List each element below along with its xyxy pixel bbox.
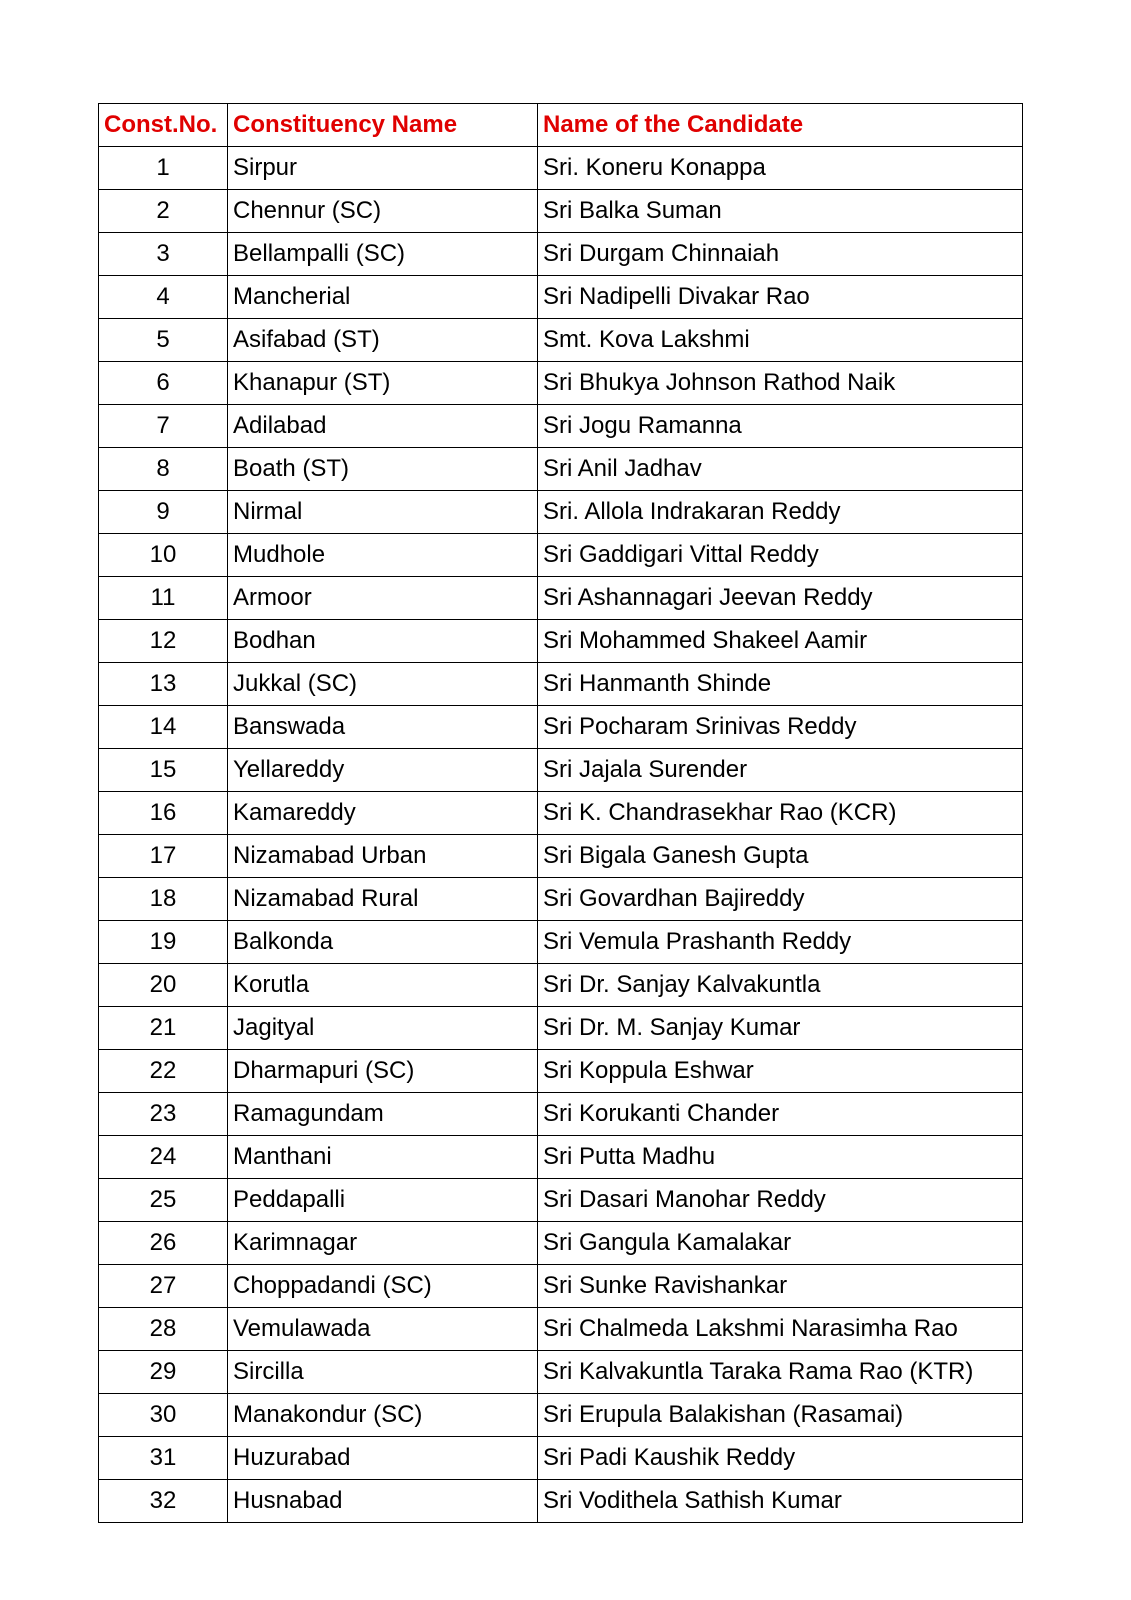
constituency-name-cell: Nizamabad Rural — [228, 878, 538, 921]
const-no-cell: 24 — [99, 1136, 228, 1179]
candidate-name-cell: Sri Dr. Sanjay Kalvakuntla — [538, 964, 1023, 1007]
constituency-name-cell: Kamareddy — [228, 792, 538, 835]
const-no-cell: 21 — [99, 1007, 228, 1050]
table-row — [99, 1050, 1023, 1093]
const-no-cell: 1 — [99, 147, 228, 190]
const-no-cell: 32 — [99, 1480, 228, 1523]
candidate-name-cell: Sri Korukanti Chander — [538, 1093, 1023, 1136]
const-no-cell: 23 — [99, 1093, 228, 1136]
candidate-name-cell: Sri K. Chandrasekhar Rao (KCR) — [538, 792, 1023, 835]
table-row — [99, 276, 1023, 319]
const-no-cell: 26 — [99, 1222, 228, 1265]
const-no-cell: 8 — [99, 448, 228, 491]
candidate-name-cell: Sri Erupula Balakishan (Rasamai) — [538, 1394, 1023, 1437]
table-row — [99, 749, 1023, 792]
candidate-name-cell: Sri Gaddigari Vittal Reddy — [538, 534, 1023, 577]
table-body — [99, 147, 1023, 1523]
constituency-name-cell: Choppadandi (SC) — [228, 1265, 538, 1308]
table-row — [99, 1007, 1023, 1050]
constituency-name-cell: Korutla — [228, 964, 538, 1007]
const-no-cell: 13 — [99, 663, 228, 706]
candidate-name-cell: Sri Padi Kaushik Reddy — [538, 1437, 1023, 1480]
table-row — [99, 1093, 1023, 1136]
const-no-cell: 7 — [99, 405, 228, 448]
table-row — [99, 405, 1023, 448]
header-const-no: Const.No. — [99, 104, 228, 147]
constituency-name-cell: Armoor — [228, 577, 538, 620]
const-no-cell: 11 — [99, 577, 228, 620]
const-no-cell: 14 — [99, 706, 228, 749]
constituency-name-cell: Manakondur (SC) — [228, 1394, 538, 1437]
const-no-cell: 6 — [99, 362, 228, 405]
candidate-name-cell: Sri Govardhan Bajireddy — [538, 878, 1023, 921]
table-row — [99, 577, 1023, 620]
candidate-name-cell: Sri Dr. M. Sanjay Kumar — [538, 1007, 1023, 1050]
table-row — [99, 1308, 1023, 1351]
candidate-name-cell: Sri Bhukya Johnson Rathod Naik — [538, 362, 1023, 405]
table-row — [99, 878, 1023, 921]
candidate-name-cell: Sri Koppula Eshwar — [538, 1050, 1023, 1093]
table-row — [99, 663, 1023, 706]
candidate-name-cell: Sri Ashannagari Jeevan Reddy — [538, 577, 1023, 620]
const-no-cell: 18 — [99, 878, 228, 921]
table-row — [99, 1136, 1023, 1179]
candidate-name-cell: Sri Kalvakuntla Taraka Rama Rao (KTR) — [538, 1351, 1023, 1394]
const-no-cell: 28 — [99, 1308, 228, 1351]
constituency-name-cell: Banswada — [228, 706, 538, 749]
table-row — [99, 448, 1023, 491]
constituency-name-cell: Karimnagar — [228, 1222, 538, 1265]
constituency-name-cell: Husnabad — [228, 1480, 538, 1523]
candidate-name-cell: Sri. Allola Indrakaran Reddy — [538, 491, 1023, 534]
table-row — [99, 1394, 1023, 1437]
table-row — [99, 362, 1023, 405]
constituency-name-cell: Sircilla — [228, 1351, 538, 1394]
constituency-name-cell: Yellareddy — [228, 749, 538, 792]
constituency-name-cell: Manthani — [228, 1136, 538, 1179]
candidate-name-cell: Sri Durgam Chinnaiah — [538, 233, 1023, 276]
candidate-name-cell: Sri Sunke Ravishankar — [538, 1265, 1023, 1308]
constituency-name-cell: Nizamabad Urban — [228, 835, 538, 878]
header-constituency-name: Constituency Name — [228, 104, 538, 147]
table-row — [99, 1222, 1023, 1265]
constituency-name-cell: Jukkal (SC) — [228, 663, 538, 706]
constituency-name-cell: Boath (ST) — [228, 448, 538, 491]
constituency-name-cell: Asifabad (ST) — [228, 319, 538, 362]
candidate-name-cell: Sri Bigala Ganesh Gupta — [538, 835, 1023, 878]
constituency-name-cell: Jagityal — [228, 1007, 538, 1050]
const-no-cell: 19 — [99, 921, 228, 964]
const-no-cell: 20 — [99, 964, 228, 1007]
constituency-name-cell: Adilabad — [228, 405, 538, 448]
constituency-name-cell: Huzurabad — [228, 1437, 538, 1480]
constituency-name-cell: Peddapalli — [228, 1179, 538, 1222]
constituency-name-cell: Dharmapuri (SC) — [228, 1050, 538, 1093]
candidate-name-cell: Sri Balka Suman — [538, 190, 1023, 233]
candidate-name-cell: Sri Mohammed Shakeel Aamir — [538, 620, 1023, 663]
table-row — [99, 964, 1023, 1007]
table-row — [99, 147, 1023, 190]
table-header — [99, 104, 1023, 147]
const-no-cell: 17 — [99, 835, 228, 878]
candidate-name-cell: Sri Pocharam Srinivas Reddy — [538, 706, 1023, 749]
constituency-name-cell: Vemulawada — [228, 1308, 538, 1351]
table-row — [99, 190, 1023, 233]
table-row — [99, 1351, 1023, 1394]
table-row — [99, 319, 1023, 362]
candidate-name-cell: Sri. Koneru Konappa — [538, 147, 1023, 190]
const-no-cell: 31 — [99, 1437, 228, 1480]
constituency-name-cell: Nirmal — [228, 491, 538, 534]
candidate-name-cell: Smt. Kova Lakshmi — [538, 319, 1023, 362]
table-row — [99, 921, 1023, 964]
table-row — [99, 233, 1023, 276]
candidate-name-cell: Sri Hanmanth Shinde — [538, 663, 1023, 706]
const-no-cell: 3 — [99, 233, 228, 276]
const-no-cell: 9 — [99, 491, 228, 534]
candidate-name-cell: Sri Vemula Prashanth Reddy — [538, 921, 1023, 964]
constituency-name-cell: Khanapur (ST) — [228, 362, 538, 405]
constituency-name-cell: Bodhan — [228, 620, 538, 663]
candidate-name-cell: Sri Jogu Ramanna — [538, 405, 1023, 448]
table-row — [99, 1437, 1023, 1480]
constituency-name-cell: Sirpur — [228, 147, 538, 190]
const-no-cell: 22 — [99, 1050, 228, 1093]
candidate-name-cell: Sri Nadipelli Divakar Rao — [538, 276, 1023, 319]
const-no-cell: 25 — [99, 1179, 228, 1222]
header-candidate-name: Name of the Candidate — [538, 104, 1023, 147]
header-row — [99, 104, 1023, 147]
const-no-cell: 27 — [99, 1265, 228, 1308]
candidate-name-cell: Sri Jajala Surender — [538, 749, 1023, 792]
constituency-name-cell: Chennur (SC) — [228, 190, 538, 233]
const-no-cell: 15 — [99, 749, 228, 792]
candidate-name-cell: Sri Gangula Kamalakar — [538, 1222, 1023, 1265]
candidate-name-cell: Sri Anil Jadhav — [538, 448, 1023, 491]
const-no-cell: 30 — [99, 1394, 228, 1437]
const-no-cell: 4 — [99, 276, 228, 319]
candidate-name-cell: Sri Chalmeda Lakshmi Narasimha Rao — [538, 1308, 1023, 1351]
table-row — [99, 706, 1023, 749]
candidate-name-cell: Sri Dasari Manohar Reddy — [538, 1179, 1023, 1222]
table-row — [99, 534, 1023, 577]
const-no-cell: 29 — [99, 1351, 228, 1394]
table-row — [99, 1480, 1023, 1523]
candidate-name-cell: Sri Vodithela Sathish Kumar — [538, 1480, 1023, 1523]
constituency-name-cell: Bellampalli (SC) — [228, 233, 538, 276]
table-row — [99, 620, 1023, 663]
table-row — [99, 491, 1023, 534]
table-row — [99, 1179, 1023, 1222]
const-no-cell: 10 — [99, 534, 228, 577]
candidate-name-cell: Sri Putta Madhu — [538, 1136, 1023, 1179]
const-no-cell: 16 — [99, 792, 228, 835]
const-no-cell: 5 — [99, 319, 228, 362]
const-no-cell: 2 — [99, 190, 228, 233]
candidates-table — [98, 103, 1023, 1523]
constituency-name-cell: Ramagundam — [228, 1093, 538, 1136]
constituency-name-cell: Balkonda — [228, 921, 538, 964]
table-row — [99, 792, 1023, 835]
table-row — [99, 835, 1023, 878]
constituency-name-cell: Mancherial — [228, 276, 538, 319]
const-no-cell: 12 — [99, 620, 228, 663]
constituency-name-cell: Mudhole — [228, 534, 538, 577]
table-row — [99, 1265, 1023, 1308]
